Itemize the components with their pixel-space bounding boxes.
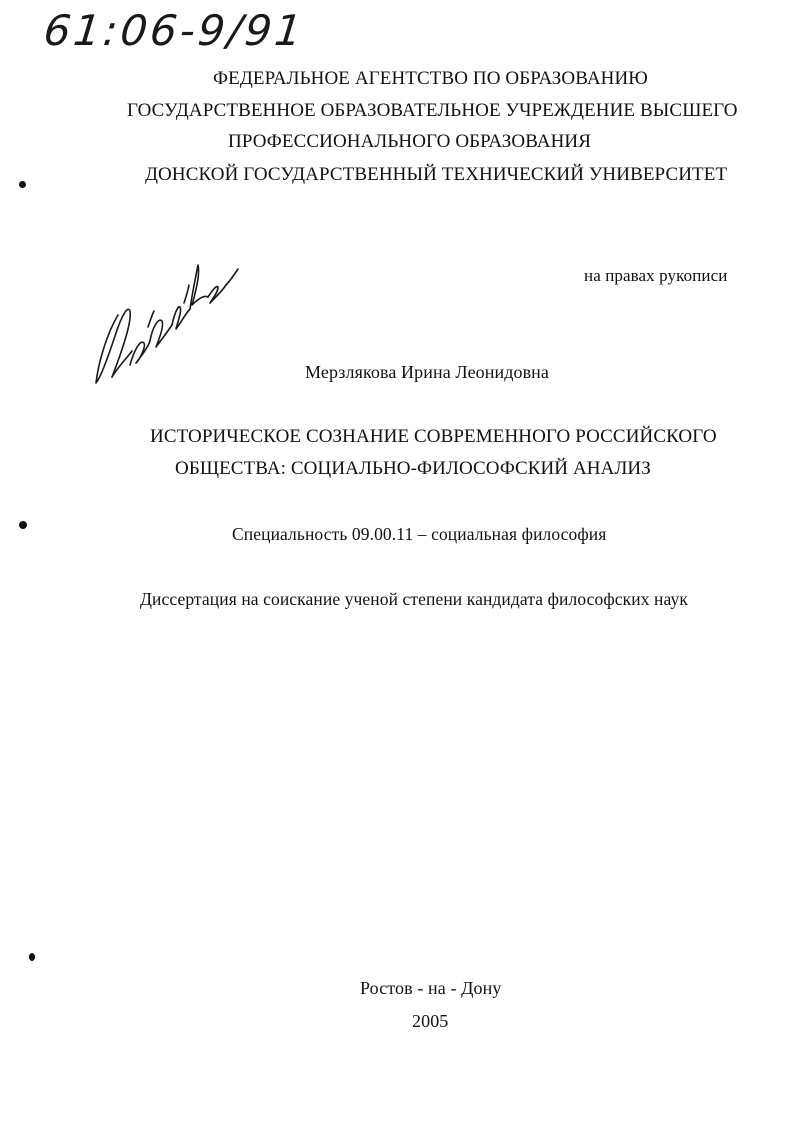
author-name: Мерзлякова Ирина Леонидовна [305,362,550,382]
header-university: ДОНСКОЙ ГОСУДАРСТВЕННЫЙ ТЕХНИЧЕСКИЙ УНИВЕРСИТЕТ [145,164,728,185]
specialty: Специальность 09.00.11 – социальная философия [232,524,607,544]
title-line1: ИСТОРИЧЕСКОЕ СОЗНАНИЕ СОВРЕМЕННОГО РОССИЙСКОГО [150,426,717,447]
header-institution-line2: ПРОФЕССИОНАЛЬНОГО ОБРАЗОВАНИЯ [228,131,592,152]
footer-year: 2005 [412,1011,449,1031]
header-institution-line1: ГОСУДАРСТВЕННОЕ ОБРАЗОВАТЕЛЬНОЕ УЧРЕЖДЕНИЕ ВЫСШЕГО [127,100,738,121]
scan-speck [19,521,27,529]
manuscript-rights-note: на правах рукописи [584,266,728,285]
archive-code: 61:06-9/91 [41,6,308,55]
scan-speck [19,181,26,188]
author-signature [88,255,248,395]
footer-city: Ростов - на - Дону [360,978,502,998]
degree-statement: Диссертация на соискание ученой степени кандидата философских наук [140,589,688,609]
title-line2: ОБЩЕСТВА: СОЦИАЛЬНО-ФИЛОСОФСКИЙ АНАЛИЗ [175,458,651,479]
header-agency: ФЕДЕРАЛЬНОЕ АГЕНТСТВО ПО ОБРАЗОВАНИЮ [213,68,648,89]
scan-speck [29,953,35,961]
